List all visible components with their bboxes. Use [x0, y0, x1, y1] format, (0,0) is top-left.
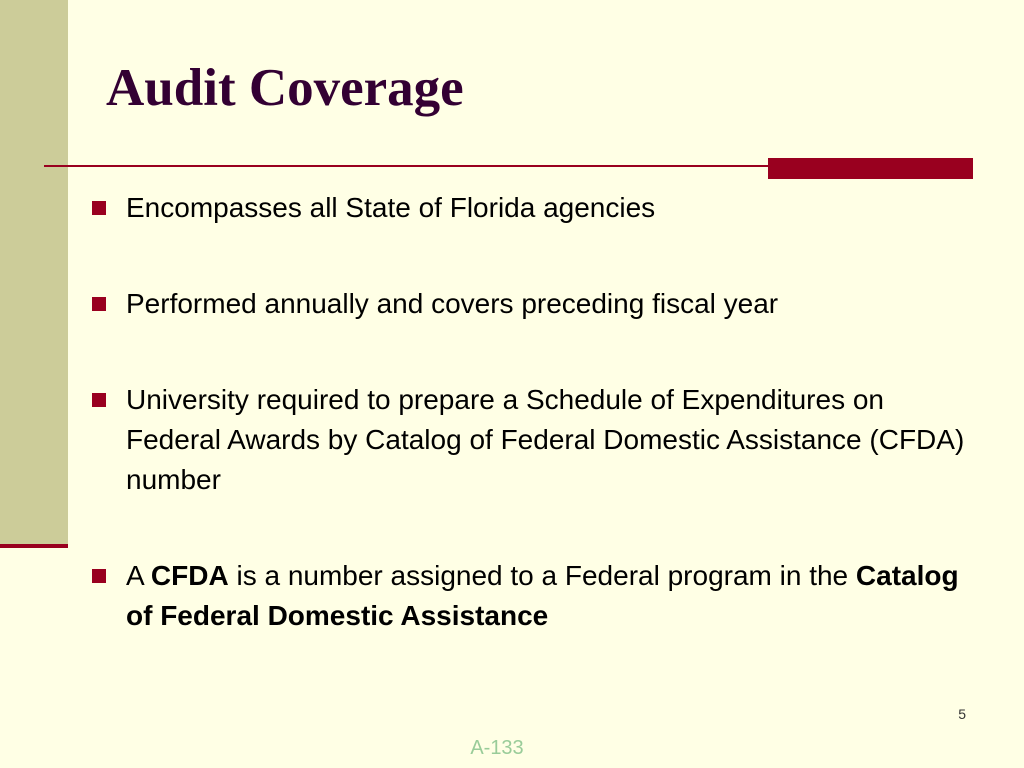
- bullet-text: [126, 560, 959, 631]
- bullet-text: Performed annually and covers preceding fiscal year: [126, 288, 779, 319]
- page-number: 5: [958, 706, 966, 722]
- footer-code: A-133: [470, 737, 524, 759]
- square-bullet-icon: [92, 393, 106, 407]
- left-band-rule: [0, 544, 68, 548]
- title-underline: [44, 165, 770, 167]
- catalog-name: Catalog of Federal Domestic Assistance: [126, 560, 959, 631]
- bullet-item: [90, 284, 970, 324]
- square-bullet-icon: [92, 297, 106, 311]
- bullet-item: [90, 188, 970, 228]
- bullet-list: [90, 188, 970, 636]
- bullet-text: University required to prepare a Schedule of Expenditures on Federal Awards by Catalog of Federal Domestic Assistance (CFDA) number: [126, 384, 965, 495]
- square-bullet-icon: [92, 201, 106, 215]
- slide-title: Audit Coverage: [106, 59, 464, 117]
- title-underline-accent-bar: [768, 158, 973, 179]
- bullet-item: [90, 556, 970, 636]
- bullet-text: Encompasses all State of Florida agencies: [126, 192, 656, 223]
- left-accent-band: [0, 0, 68, 545]
- cfda-term: CFDA: [150, 560, 229, 591]
- square-bullet-icon: [92, 569, 106, 583]
- bullet-text-part: is a number assigned to a Federal program in the: [228, 560, 856, 591]
- bullet-text-part: A: [126, 560, 151, 591]
- bullet-item: [90, 380, 970, 500]
